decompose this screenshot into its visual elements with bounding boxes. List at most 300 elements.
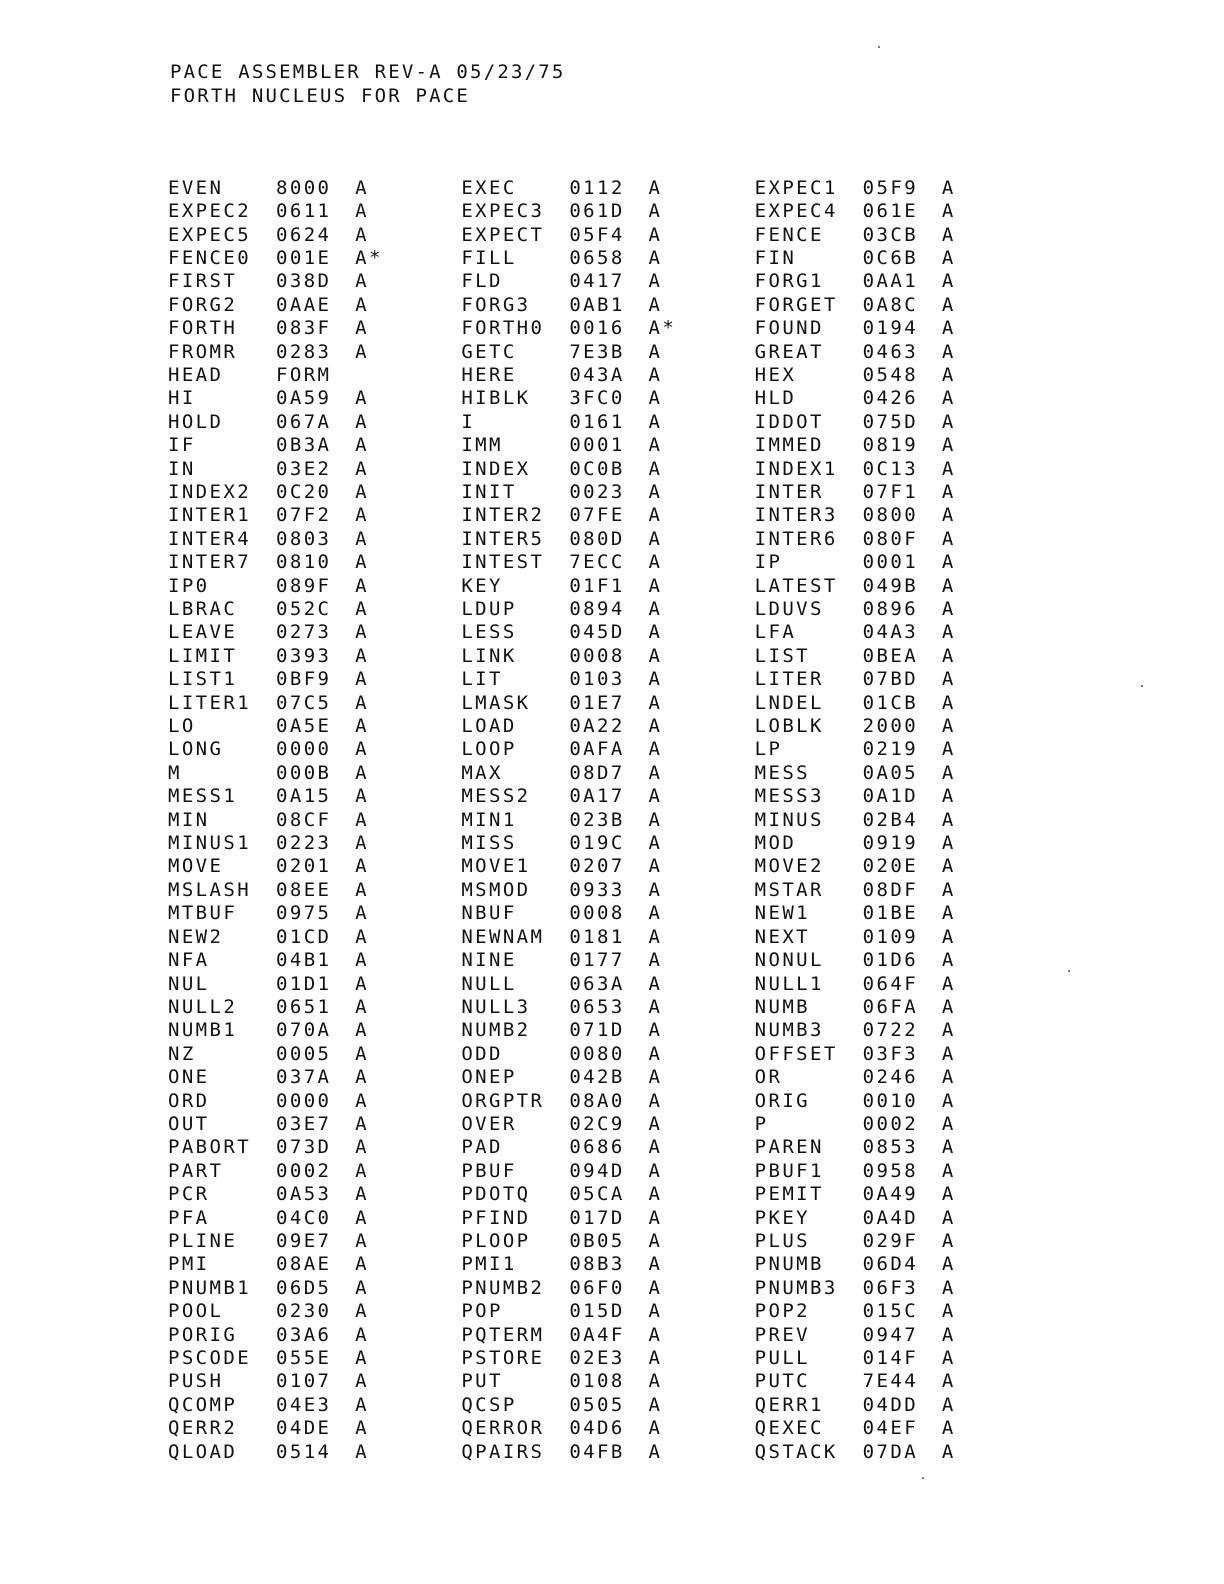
symbol-flag: A <box>355 1393 370 1416</box>
table-row <box>168 1182 1048 1205</box>
symbol-name: EXPECT <box>461 223 545 246</box>
symbol-name: FOUND <box>754 317 824 340</box>
symbol-value: 3FC0 <box>569 387 625 410</box>
symbol-flag: A <box>941 1440 956 1463</box>
symbol-flag: A <box>355 176 370 199</box>
symbol-value: 0194 <box>862 317 919 340</box>
symbol-name: IDDOT <box>754 410 824 433</box>
symbol-name: LOOP <box>461 738 517 761</box>
symbol-flag: A <box>355 293 370 316</box>
symbol-flag: A <box>648 902 663 925</box>
symbol-value: 0107 <box>276 1370 332 1393</box>
symbol-flag: A <box>355 1323 370 1346</box>
symbol-name: LITER1 <box>168 691 252 714</box>
symbol-value: 04DE <box>276 1417 332 1440</box>
symbol-name: FLD <box>461 270 503 293</box>
symbol-flag: A <box>355 1112 370 1135</box>
symbol-value: 0C13 <box>862 457 919 480</box>
symbol-flag: A <box>941 644 956 667</box>
symbol-name: LMASK <box>461 691 531 714</box>
symbol-name: EXEC <box>461 176 517 199</box>
symbol-value: 0223 <box>276 832 332 855</box>
symbol-value: 04D6 <box>569 1417 625 1440</box>
symbol-value: 07F1 <box>862 480 919 503</box>
symbol-name: EXPEC1 <box>754 176 838 199</box>
symbol-value: 0177 <box>569 949 625 972</box>
symbol-flag: A <box>355 457 370 480</box>
symbol-value: 06D5 <box>276 1276 332 1299</box>
table-row <box>168 1370 1048 1393</box>
symbol-value: 01CD <box>276 925 332 948</box>
symbol-name: LIST <box>754 644 811 667</box>
symbol-flag: A <box>941 1347 956 1370</box>
symbol-flag: A <box>941 598 956 621</box>
symbol-name: QERROR <box>461 1417 545 1440</box>
symbol-value: 08B3 <box>569 1253 625 1276</box>
table-row <box>168 1440 1048 1463</box>
symbol-value: 0810 <box>276 551 332 574</box>
symbol-value: 0658 <box>569 246 625 269</box>
symbol-flag: A <box>355 340 370 363</box>
symbol-flag: A <box>648 832 663 855</box>
symbol-name: M <box>168 761 182 784</box>
symbol-name: NULL <box>461 972 517 995</box>
symbol-flag: A <box>941 293 956 316</box>
symbol-name: MOD <box>754 832 797 855</box>
symbol-name: LINK <box>461 644 517 667</box>
symbol-name: PDOTQ <box>461 1183 531 1206</box>
symbol-flag: A <box>941 504 956 527</box>
symbol-value: 0A05 <box>862 761 919 784</box>
symbol-value: 0C0B <box>569 457 625 480</box>
symbol-value: 03A6 <box>276 1323 332 1346</box>
symbol-flag: A <box>941 621 956 644</box>
symbol-value: 0219 <box>862 738 919 761</box>
table-row <box>168 831 1048 854</box>
symbol-name: PCR <box>168 1183 210 1206</box>
symbol-flag: A <box>941 574 956 597</box>
symbol-name: FENCE <box>754 223 824 246</box>
symbol-name: FILL <box>461 246 517 269</box>
symbol-name: GREAT <box>754 340 824 363</box>
symbol-flag: A <box>941 1276 956 1299</box>
symbol-value: 01CB <box>862 691 919 714</box>
symbol-name: MTBUF <box>168 902 238 925</box>
symbol-value: 03E2 <box>276 457 332 480</box>
symbol-value: 08DF <box>862 878 919 901</box>
symbol-name: ONEP <box>461 1066 517 1089</box>
symbol-flag: A <box>355 808 370 831</box>
symbol-flag: A <box>648 387 663 410</box>
symbol-name: POOL <box>168 1300 224 1323</box>
symbol-flag: A <box>355 270 370 293</box>
symbol-name: INIT <box>461 480 517 503</box>
symbol-value: 05F9 <box>862 176 919 199</box>
symbol-value: 07BD <box>862 668 919 691</box>
symbol-name: INDEX2 <box>168 480 252 503</box>
symbol-flag: A <box>355 1417 370 1440</box>
symbol-flag: A <box>355 480 370 503</box>
table-row <box>168 363 1048 386</box>
symbol-value: 0686 <box>569 1136 625 1159</box>
symbol-name: LATEST <box>754 574 838 597</box>
symbol-name: NEW2 <box>168 925 224 948</box>
symbol-value: 0B05 <box>569 1229 625 1252</box>
symbol-flag: A <box>355 1159 370 1182</box>
table-row <box>168 1042 1048 1065</box>
symbol-name: P <box>754 1112 769 1135</box>
symbol-value: 0C20 <box>276 480 332 503</box>
symbol-name: LNDEL <box>754 691 824 714</box>
symbol-flag: A <box>355 200 370 223</box>
symbol-value: 045D <box>569 621 625 644</box>
symbol-value: 080D <box>569 527 625 550</box>
symbol-name: MESS2 <box>461 785 531 808</box>
symbol-value: 0417 <box>569 270 625 293</box>
symbol-flag: A <box>355 1370 370 1393</box>
table-row <box>168 223 1048 246</box>
symbol-value: 042B <box>569 1066 625 1089</box>
symbol-value: 0611 <box>276 200 332 223</box>
symbol-value: 043A <box>569 363 625 386</box>
symbol-value: 0008 <box>569 644 625 667</box>
symbol-flag: A <box>941 270 956 293</box>
symbol-flag: A <box>355 317 370 340</box>
symbol-flag: A <box>355 621 370 644</box>
symbol-name: INTER2 <box>461 504 545 527</box>
symbol-flag: A <box>941 1370 956 1393</box>
symbol-name: HEX <box>754 363 797 386</box>
symbol-value: 049B <box>862 574 919 597</box>
symbol-flag: A <box>355 761 370 784</box>
symbol-flag: A <box>355 551 370 574</box>
symbol-name: INTER1 <box>168 504 252 527</box>
table-row <box>168 246 1048 269</box>
symbol-flag: A <box>648 410 663 433</box>
symbol-name: FIN <box>754 246 797 269</box>
symbol-flag: A <box>355 832 370 855</box>
symbol-name: LDUVS <box>754 598 824 621</box>
symbol-flag: A <box>941 995 956 1018</box>
symbol-name: PREV <box>754 1323 811 1346</box>
symbol-flag: A <box>355 1253 370 1276</box>
symbol-flag: A <box>355 527 370 550</box>
symbol-flag: A <box>648 246 663 269</box>
symbol-name: PNUMB <box>754 1253 824 1276</box>
symbol-flag: A <box>941 176 956 199</box>
symbol-flag: A <box>648 1370 663 1393</box>
symbol-name: LP <box>754 738 783 761</box>
symbol-flag: A <box>648 972 663 995</box>
symbol-name: LIST1 <box>168 668 238 691</box>
table-row <box>168 668 1048 691</box>
symbol-flag: A <box>355 1276 370 1299</box>
symbol-flag: A <box>355 1136 370 1159</box>
symbol-name: PUT <box>461 1370 503 1393</box>
table-row <box>168 551 1048 574</box>
symbol-name: PMI <box>168 1253 210 1276</box>
symbol-name: MSLASH <box>168 878 252 901</box>
symbol-flag: A <box>648 1440 663 1463</box>
symbol-value: 0A17 <box>569 785 625 808</box>
symbol-flag: A <box>648 1417 663 1440</box>
symbol-value: 7ECC <box>569 551 625 574</box>
symbol-value: 08CF <box>276 808 332 831</box>
symbol-flag: A <box>648 949 663 972</box>
symbol-value: 0819 <box>862 434 919 457</box>
symbol-value: 0112 <box>569 176 625 199</box>
symbol-value: 0230 <box>276 1300 332 1323</box>
symbol-value: 04C0 <box>276 1206 332 1229</box>
symbol-flag: A <box>648 691 663 714</box>
symbol-name: PKEY <box>754 1206 811 1229</box>
symbol-value: 001E <box>276 246 332 269</box>
symbol-flag: A <box>355 1347 370 1370</box>
symbol-value: 01BE <box>862 902 919 925</box>
symbol-name: NUMB2 <box>461 1019 531 1042</box>
symbol-value: 06F0 <box>569 1276 625 1299</box>
symbol-name: FORGET <box>754 293 838 316</box>
symbol-flag: A <box>648 668 663 691</box>
symbol-name: INTER5 <box>461 527 545 550</box>
table-row <box>168 948 1048 971</box>
symbol-name: NEW1 <box>754 902 811 925</box>
symbol-name: QLOAD <box>168 1440 238 1463</box>
symbol-name: LOBLK <box>754 715 824 738</box>
symbol-value: 0246 <box>862 1066 919 1089</box>
symbol-flag: A <box>648 363 663 386</box>
symbol-name: PFIND <box>461 1206 531 1229</box>
symbol-name: MOVE2 <box>754 855 824 878</box>
symbol-name: QSTACK <box>754 1440 838 1463</box>
table-row <box>168 1323 1048 1346</box>
symbol-flag: A <box>941 246 956 269</box>
table-row <box>168 199 1048 222</box>
symbol-name: HOLD <box>168 410 224 433</box>
symbol-flag: A <box>648 1159 663 1182</box>
symbol-flag: A <box>648 574 663 597</box>
symbol-flag: A <box>648 1066 663 1089</box>
symbol-value: 0C6B <box>862 246 919 269</box>
symbol-value: 0919 <box>862 832 919 855</box>
symbol-flag: A <box>941 738 956 761</box>
symbol-flag: A <box>941 855 956 878</box>
symbol-name: MSTAR <box>754 878 824 901</box>
symbol-value: 01D6 <box>862 949 919 972</box>
symbol-name: INTER3 <box>754 504 838 527</box>
symbol-value: 04DD <box>862 1393 919 1416</box>
table-row <box>168 176 1048 199</box>
symbol-value: 0651 <box>276 995 332 1018</box>
symbol-value: 067A <box>276 410 332 433</box>
symbol-flag: A <box>648 1112 663 1135</box>
symbol-flag: A <box>355 434 370 457</box>
table-row <box>168 1206 1048 1229</box>
symbol-flag: A <box>355 1019 370 1042</box>
scan-speck <box>922 1477 924 1479</box>
symbol-name: NUL <box>168 972 210 995</box>
table-row <box>168 1089 1048 1112</box>
table-row <box>168 387 1048 410</box>
symbol-name: MAX <box>461 761 503 784</box>
symbol-value: 0000 <box>276 738 332 761</box>
symbol-value: 06F3 <box>862 1276 919 1299</box>
symbol-flag: A <box>941 761 956 784</box>
symbol-flag: A <box>648 293 663 316</box>
symbol-flag: A <box>355 1089 370 1112</box>
table-row <box>168 597 1048 620</box>
symbol-name: NUMB <box>754 995 811 1018</box>
symbol-flag: A <box>941 1019 956 1042</box>
symbol-name: INTEST <box>461 551 545 574</box>
table-row <box>168 621 1048 644</box>
symbol-value: 04EF <box>862 1417 919 1440</box>
symbol-value: 05F4 <box>569 223 625 246</box>
symbol-value: 0103 <box>569 668 625 691</box>
symbol-flag: A <box>941 1066 956 1089</box>
symbol-value: 0514 <box>276 1440 332 1463</box>
symbol-name: OR <box>754 1066 783 1089</box>
symbol-flag: A <box>941 925 956 948</box>
symbol-value: 0A22 <box>569 715 625 738</box>
symbol-name: ORD <box>168 1089 210 1112</box>
table-row <box>168 691 1048 714</box>
symbol-flag: A <box>648 504 663 527</box>
symbol-name: NUMB3 <box>754 1019 824 1042</box>
table-row <box>168 574 1048 597</box>
symbol-flag: A <box>941 691 956 714</box>
symbol-flag: A <box>648 598 663 621</box>
symbol-name: NULL2 <box>168 995 238 1018</box>
symbol-flag: A <box>648 1347 663 1370</box>
symbol-name: GETC <box>461 340 517 363</box>
symbol-flag: A <box>648 480 663 503</box>
symbol-name: PMI1 <box>461 1253 517 1276</box>
symbol-value: 01D1 <box>276 972 332 995</box>
symbol-value: 070A <box>276 1019 332 1042</box>
symbol-flag: A <box>941 715 956 738</box>
symbol-flag: A <box>355 668 370 691</box>
program-title: FORTH NUCLEUS FOR PACE <box>170 85 471 107</box>
symbol-flag: A <box>648 1019 663 1042</box>
symbol-value: 03E7 <box>276 1112 332 1135</box>
table-row <box>168 761 1048 784</box>
symbol-name: LOAD <box>461 715 517 738</box>
symbol-name: NINE <box>461 949 517 972</box>
symbol-flag: A <box>648 644 663 667</box>
symbol-name: LDUP <box>461 598 517 621</box>
symbol-value: 029F <box>862 1229 919 1252</box>
symbol-name: INTER6 <box>754 527 838 550</box>
symbol-flag: A <box>941 1089 956 1112</box>
symbol-value: 0001 <box>862 551 919 574</box>
symbol-value: 017D <box>569 1206 625 1229</box>
symbol-name: PLINE <box>168 1229 238 1252</box>
symbol-value: 08EE <box>276 878 332 901</box>
symbol-name: EXPEC4 <box>754 200 838 223</box>
symbol-value: 0001 <box>569 434 625 457</box>
symbol-name: MISS <box>461 832 517 855</box>
table-row <box>168 1136 1048 1159</box>
symbol-value: 014F <box>862 1347 919 1370</box>
symbol-flag: A <box>355 715 370 738</box>
symbol-flag: A* <box>648 317 677 340</box>
symbol-value: 08A0 <box>569 1089 625 1112</box>
symbol-value: 061E <box>862 200 919 223</box>
symbol-name: FORTH0 <box>461 317 545 340</box>
symbol-value: 0002 <box>862 1112 919 1135</box>
symbol-flag: A <box>648 1393 663 1416</box>
symbol-name: OVER <box>461 1112 517 1135</box>
symbol-flag: A <box>941 668 956 691</box>
table-row <box>168 1276 1048 1299</box>
symbol-name: LFA <box>754 621 797 644</box>
symbol-name: OFFSET <box>754 1042 838 1065</box>
symbol-value: 0A53 <box>276 1183 332 1206</box>
symbol-flag: A <box>941 363 956 386</box>
symbol-value: 0201 <box>276 855 332 878</box>
symbol-value: 0AAE <box>276 293 332 316</box>
symbol-name: PNUMB1 <box>168 1276 252 1299</box>
symbol-value: 0653 <box>569 995 625 1018</box>
table-row <box>168 1346 1048 1369</box>
symbol-name: LIT <box>461 668 503 691</box>
symbol-flag: A <box>941 832 956 855</box>
symbol-name: QCSP <box>461 1393 517 1416</box>
symbol-name: HIBLK <box>461 387 531 410</box>
symbol-name: NULL3 <box>461 995 531 1018</box>
symbol-name: PAD <box>461 1136 503 1159</box>
symbol-name: INTER7 <box>168 551 252 574</box>
symbol-value: 0B3A <box>276 434 332 457</box>
symbol-value: 0181 <box>569 925 625 948</box>
symbol-flag: A <box>941 434 956 457</box>
symbol-name: KEY <box>461 574 503 597</box>
symbol-name: NULL1 <box>754 972 824 995</box>
symbol-flag: A* <box>355 246 383 269</box>
symbol-value: 7E44 <box>862 1370 919 1393</box>
symbol-flag: A <box>355 1042 370 1065</box>
table-row <box>168 855 1048 878</box>
symbol-flag: A <box>941 972 956 995</box>
symbol-name: LEAVE <box>168 621 238 644</box>
symbol-flag: A <box>648 1206 663 1229</box>
symbol-value: 0800 <box>862 504 919 527</box>
symbol-table <box>168 176 1048 1463</box>
symbol-value: 052C <box>276 598 332 621</box>
symbol-flag: A <box>648 925 663 948</box>
symbol-name: ORIG <box>754 1089 811 1112</box>
table-row <box>168 410 1048 433</box>
table-row <box>168 527 1048 550</box>
symbol-flag: A <box>355 598 370 621</box>
symbol-name: PLOOP <box>461 1229 531 1252</box>
symbol-value: 0AA1 <box>862 270 919 293</box>
symbol-flag: A <box>648 1323 663 1346</box>
symbol-flag: A <box>648 1089 663 1112</box>
symbol-flag: A <box>648 1042 663 1065</box>
symbol-flag: A <box>648 434 663 457</box>
symbol-value: 01F1 <box>569 574 625 597</box>
symbol-value: 073D <box>276 1136 332 1159</box>
symbol-name: MIN <box>168 808 210 831</box>
symbol-flag: A <box>941 1229 956 1252</box>
symbol-value: 063A <box>569 972 625 995</box>
symbol-value: 023B <box>569 808 625 831</box>
symbol-flag: A <box>941 1393 956 1416</box>
table-row <box>168 902 1048 925</box>
symbol-value: 07F2 <box>276 504 332 527</box>
